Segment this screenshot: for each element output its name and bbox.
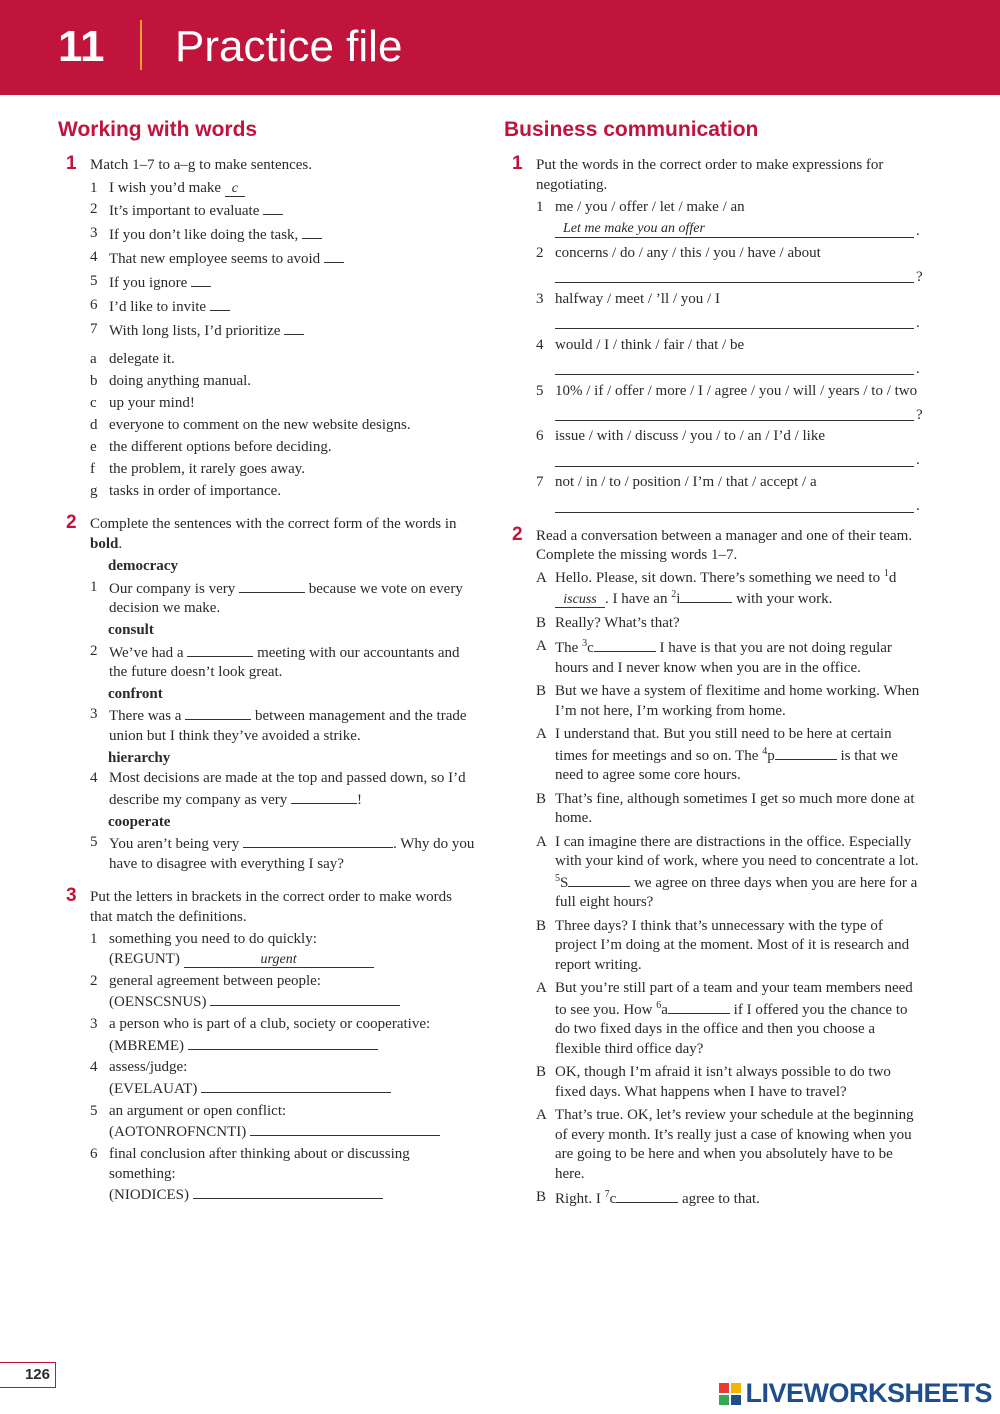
exercise-3-anagrams: [58, 885, 478, 1205]
anagram-letters: (REGUNT): [109, 950, 180, 967]
word-order-item: [536, 473, 924, 517]
item-number: 6: [90, 1146, 98, 1163]
option-text: delegate it.: [109, 351, 175, 368]
answer-blank[interactable]: c: [225, 182, 245, 197]
match-item: [90, 296, 478, 318]
page-number: 126: [0, 1362, 56, 1388]
sentence-start: We’ve had a: [109, 644, 184, 661]
option-text: the problem, it rarely goes away.: [109, 460, 306, 477]
item-number: 2: [90, 201, 98, 218]
item-text: I wish you’d make: [109, 179, 222, 196]
exercise-instruction: Read a conversation between a manager and one of their team. Complete the missing words 1–7.: [536, 527, 913, 564]
dialogue-line: B Right. I $^7$c agree to that.: [536, 1189, 760, 1208]
item-number: 5: [90, 273, 98, 290]
exercise-instruction: Put the letters in brackets in the correct order to make words that match the definitions.: [90, 889, 452, 925]
logo-square-red: [719, 1383, 729, 1393]
definition-text: a person who is part of a club, society or cooperative:: [109, 1016, 431, 1033]
answer-row: [555, 355, 924, 379]
answer-blank[interactable]: [191, 272, 211, 287]
dialogue-line: B But we have a system of flexitime and home working. When I’m not here, I’m working from home.: [536, 683, 920, 719]
item-number: 5: [536, 382, 544, 399]
answer-blank[interactable]: [324, 248, 344, 263]
option-letter: e: [90, 438, 97, 455]
option-letter: a: [90, 351, 97, 368]
gap-4-input[interactable]: [775, 745, 837, 760]
answer-row: [555, 401, 924, 425]
answer-blank[interactable]: [188, 1035, 378, 1050]
item-number: 1: [536, 199, 544, 215]
answer-blank[interactable]: [302, 224, 322, 239]
item-text: It’s important to evaluate: [109, 203, 260, 220]
definition-item: [90, 1145, 478, 1206]
exercise-number: 2: [66, 512, 77, 534]
dialogue-line: A Hello. Please, sit down. There’s something we need to $^1$discuss . I have an $^2$i with your work.: [536, 567, 897, 608]
item-number: 6: [90, 296, 98, 313]
answer-blank[interactable]: [210, 296, 230, 311]
anagram-line: [109, 991, 478, 1013]
answer-row: [555, 309, 924, 333]
dialogue-line: B OK, though I’m afraid it isn’t always possible to do two fixed days. What happens when I have to travel?: [536, 1064, 891, 1100]
exercise-instruction: Complete the sentences with the correct form of the words in bold.: [90, 516, 457, 552]
end-punctuation: ?: [916, 406, 923, 423]
sentence-end: !: [357, 791, 363, 808]
answer-line[interactable]: Let me make you an offer: [555, 220, 914, 238]
answer-row: [555, 218, 924, 242]
item-number: 4: [536, 336, 544, 353]
match-item: [90, 320, 478, 342]
logo-square-blue: [731, 1395, 741, 1405]
option-letter: d: [90, 417, 98, 434]
option-letter: f: [90, 460, 95, 477]
answer-row: [555, 493, 924, 517]
dialogue-line: A But you’re still part of a team and your team members need to see you. How $^6$a if I offered you the chance to do two fixed days in the office and then you choose a flexible third office day?: [536, 980, 913, 1057]
option-text: the different options before deciding.: [109, 438, 332, 455]
logo-grid-icon: [719, 1383, 741, 1405]
word-order-item: [536, 336, 924, 380]
answer-blank[interactable]: [263, 200, 283, 215]
end-punctuation: ?: [916, 268, 923, 285]
section-title-working-with-words: Working with words: [58, 118, 258, 141]
exercise-instruction: Match 1–7 to a–g to make sentences.: [90, 157, 313, 173]
brand-name: LIVEWORKSHEETS: [745, 1378, 992, 1408]
word-list: not / in / to / position / I’m / that / accept / a: [555, 474, 817, 491]
match-item: [90, 224, 478, 246]
answer-blank[interactable]: [185, 705, 251, 720]
end-punctuation: .: [916, 452, 920, 469]
definition-text: assess/judge:: [109, 1059, 188, 1076]
word-order-item: [536, 198, 924, 242]
sentence-end: meeting with our accountants and the future doesn’t look great.: [109, 644, 460, 681]
answer-line[interactable]: [555, 495, 914, 513]
item-number: 4: [90, 249, 98, 266]
bold-word: hierarchy: [108, 749, 171, 766]
definition-item: [90, 972, 478, 1013]
item-number: 4: [90, 770, 98, 787]
answer-line[interactable]: [555, 311, 914, 329]
sentence-end: because we vote on every decision we make.: [109, 580, 463, 617]
word-order-item: [536, 382, 924, 426]
dialogue-line: A I can imagine there are distractions in the office. Especially with your kind of work, where you need to concentrate a lot. $^5$S we agree on three days when you are here for a full eight hours?: [536, 833, 919, 911]
match-item: [90, 248, 478, 270]
match-item: [90, 272, 478, 294]
answer-blank[interactable]: [291, 789, 357, 804]
match-option: [90, 438, 478, 458]
bold-word: democracy: [108, 558, 178, 575]
match-option: [90, 394, 478, 414]
exercise-2-word-forms: [58, 512, 478, 874]
bold-word: cooperate: [108, 813, 171, 830]
match-option: [90, 416, 478, 436]
end-punctuation: .: [916, 360, 920, 377]
answer-blank[interactable]: [193, 1184, 383, 1199]
item-number: 5: [90, 1102, 98, 1119]
logo-square-yellow: [731, 1383, 741, 1393]
definition-item: [90, 1058, 478, 1099]
exercise-number: 1: [512, 153, 523, 174]
anagram-letters: (MBREME): [109, 1037, 184, 1054]
answer-blank[interactable]: [243, 833, 393, 848]
right-column: [504, 118, 924, 1214]
left-column: [58, 118, 478, 1208]
sentence-end: . Why do you have to disagree with everything I say?: [109, 836, 475, 872]
anagram-line: [109, 1121, 478, 1143]
end-punctuation: .: [916, 314, 920, 331]
page-title: Practice file: [175, 22, 403, 71]
gap-3-input[interactable]: [594, 637, 656, 652]
match-item: [90, 179, 478, 199]
sentence-item: [90, 833, 478, 874]
item-number: 2: [536, 244, 544, 261]
item-number: 5: [90, 834, 98, 851]
exercise-number: 1: [66, 153, 77, 174]
dialogue-line: B Really? What’s that?: [536, 614, 680, 631]
answer-blank[interactable]: urgent: [184, 953, 374, 968]
anagram-line: [109, 1078, 478, 1100]
item-text: With long lists, I’d prioritize: [109, 322, 281, 339]
item-number: 1: [90, 179, 98, 196]
sentence-item: [90, 705, 478, 746]
header-divider: [140, 20, 142, 70]
gap-2-input[interactable]: [680, 588, 732, 603]
item-text: If you ignore: [109, 275, 188, 292]
sentence-item: [90, 642, 478, 683]
option-letter: c: [90, 395, 97, 412]
option-text: tasks in order of importance.: [109, 482, 282, 499]
word-list: me / you / offer / let / make / an: [555, 199, 745, 215]
item-text: That new employee seems to avoid: [109, 251, 321, 268]
end-punctuation: .: [916, 498, 920, 515]
definition-text: final conclusion after thinking about or discussing something:: [109, 1146, 410, 1182]
item-number: 7: [90, 320, 98, 337]
gap-6-input[interactable]: [668, 999, 730, 1014]
item-number: 1: [90, 578, 98, 595]
anagram-letters: (AOTONROFNCNTI): [109, 1124, 247, 1141]
item-number: 3: [90, 225, 98, 242]
answer-line[interactable]: [555, 403, 914, 421]
item-number: 6: [536, 428, 544, 445]
answer-blank[interactable]: [187, 642, 253, 657]
dialogue-line: B That’s fine, although sometimes I get so much more done at home.: [536, 790, 915, 827]
option-text: up your mind!: [109, 395, 195, 412]
word-order-item: [536, 290, 924, 334]
logo-square-green: [719, 1395, 729, 1405]
definition-item: [90, 1102, 478, 1143]
exercise-number: 2: [512, 523, 523, 545]
item-number: 3: [90, 1016, 98, 1033]
dialogue-line: A I understand that. But you still need to be here at certain times for meetings and so on. The $^4$p is that we need to agree some core hours.: [536, 726, 898, 784]
anagram-line: [109, 950, 478, 970]
word-order-item: [536, 427, 924, 471]
sentence-start: Our company is very: [109, 580, 236, 597]
gap-1-input[interactable]: iscuss: [555, 593, 605, 608]
definition-item: [90, 930, 478, 969]
match-item: [90, 200, 478, 222]
dialogue-line: A That’s true. OK, let’s review your schedule at the beginning of every month. It’s really just a case of knowing when you are going to be here and when you absolutely have to be here.: [536, 1107, 914, 1182]
option-text: doing anything manual.: [109, 373, 252, 390]
exercise-1-matching: [58, 153, 478, 501]
exercise-1-word-order: [504, 153, 924, 517]
match-option: [90, 372, 478, 392]
match-option: [90, 482, 478, 502]
word-list: concerns / do / any / this / you / have / about: [555, 244, 821, 261]
word-list: halfway / meet / ’ll / you / I: [555, 290, 720, 307]
item-text: I’d like to invite: [109, 298, 207, 315]
dialogue-line: B Three days? I think that’s unnecessary with the type of project I’m doing at the moment. Most of it is research and report writing.: [536, 917, 910, 973]
item-number: 2: [90, 642, 98, 659]
gap-7-input[interactable]: [616, 1188, 678, 1203]
word-list: 10% / if / offer / more / I / agree / you / will / years / to / two: [555, 382, 918, 399]
sentence-item: [90, 578, 478, 619]
answer-blank[interactable]: [201, 1078, 391, 1093]
definition-text: something you need to do quickly:: [109, 931, 317, 948]
liveworksheets-logo: [719, 1378, 992, 1409]
match-option: [90, 350, 478, 370]
word-list: would / I / think / fair / that / be: [555, 336, 745, 353]
dialogue-line: A The $^3$c I have is that you are not doing regular hours and I never know when you are in the office.: [536, 638, 892, 676]
exercise-2-conversation: [504, 523, 924, 1210]
match-option: [90, 460, 478, 480]
answer-row: [555, 447, 924, 471]
answer-line[interactable]: [555, 357, 914, 375]
sentence-start: There was a: [109, 708, 182, 725]
answer-row: [555, 263, 924, 287]
bold-word: consult: [108, 622, 154, 639]
answer-blank[interactable]: [250, 1121, 440, 1136]
item-number: 3: [90, 706, 98, 723]
word-order-item: [536, 244, 924, 288]
option-letter: b: [90, 373, 98, 390]
definition-text: general agreement between people:: [109, 972, 321, 989]
section-title-business-communication: Business communication: [504, 118, 759, 141]
answer-blank[interactable]: [239, 578, 305, 593]
anagram-letters: (OENSCSNUS): [109, 994, 207, 1011]
answer-blank[interactable]: [284, 320, 304, 335]
exercise-instruction: Put the words in the correct order to make expressions for negotiating.: [536, 157, 884, 193]
sentence-end: between management and the trade union but I think they’ve avoided a strike.: [109, 708, 467, 744]
sentence-start: Most decisions are made at the top and passed down, so I’d describe my company as very: [109, 770, 466, 808]
option-letter: g: [90, 482, 98, 499]
definition-item: [90, 1015, 478, 1056]
anagram-line: [109, 1184, 478, 1206]
answer-line[interactable]: [555, 449, 914, 467]
definition-text: an argument or open conflict:: [109, 1102, 287, 1119]
item-number: 4: [90, 1059, 98, 1076]
gap-5-input[interactable]: [568, 872, 630, 887]
item-text: If you don’t like doing the task,: [109, 227, 299, 244]
answer-line[interactable]: [555, 265, 914, 283]
item-number: 2: [90, 972, 98, 989]
answer-blank[interactable]: [210, 991, 400, 1006]
item-number: 3: [536, 290, 544, 307]
sentence-item: [90, 769, 478, 810]
exercise-number: 3: [66, 885, 77, 907]
header-banner: [0, 0, 1000, 95]
word-list: issue / with / discuss / you / to / an / I’d / like: [555, 428, 825, 445]
bold-word: confront: [108, 685, 163, 702]
item-number: 7: [536, 474, 544, 491]
item-number: 1: [90, 931, 98, 948]
anagram-line: [109, 1035, 478, 1057]
anagram-letters: (NIODICES): [109, 1187, 189, 1204]
end-punctuation: .: [916, 223, 920, 239]
unit-number: 11: [58, 22, 105, 71]
anagram-letters: (EVELAUAT): [109, 1080, 198, 1097]
sentence-start: You aren’t being very: [109, 836, 240, 853]
option-text: everyone to comment on the new website designs.: [109, 417, 411, 434]
